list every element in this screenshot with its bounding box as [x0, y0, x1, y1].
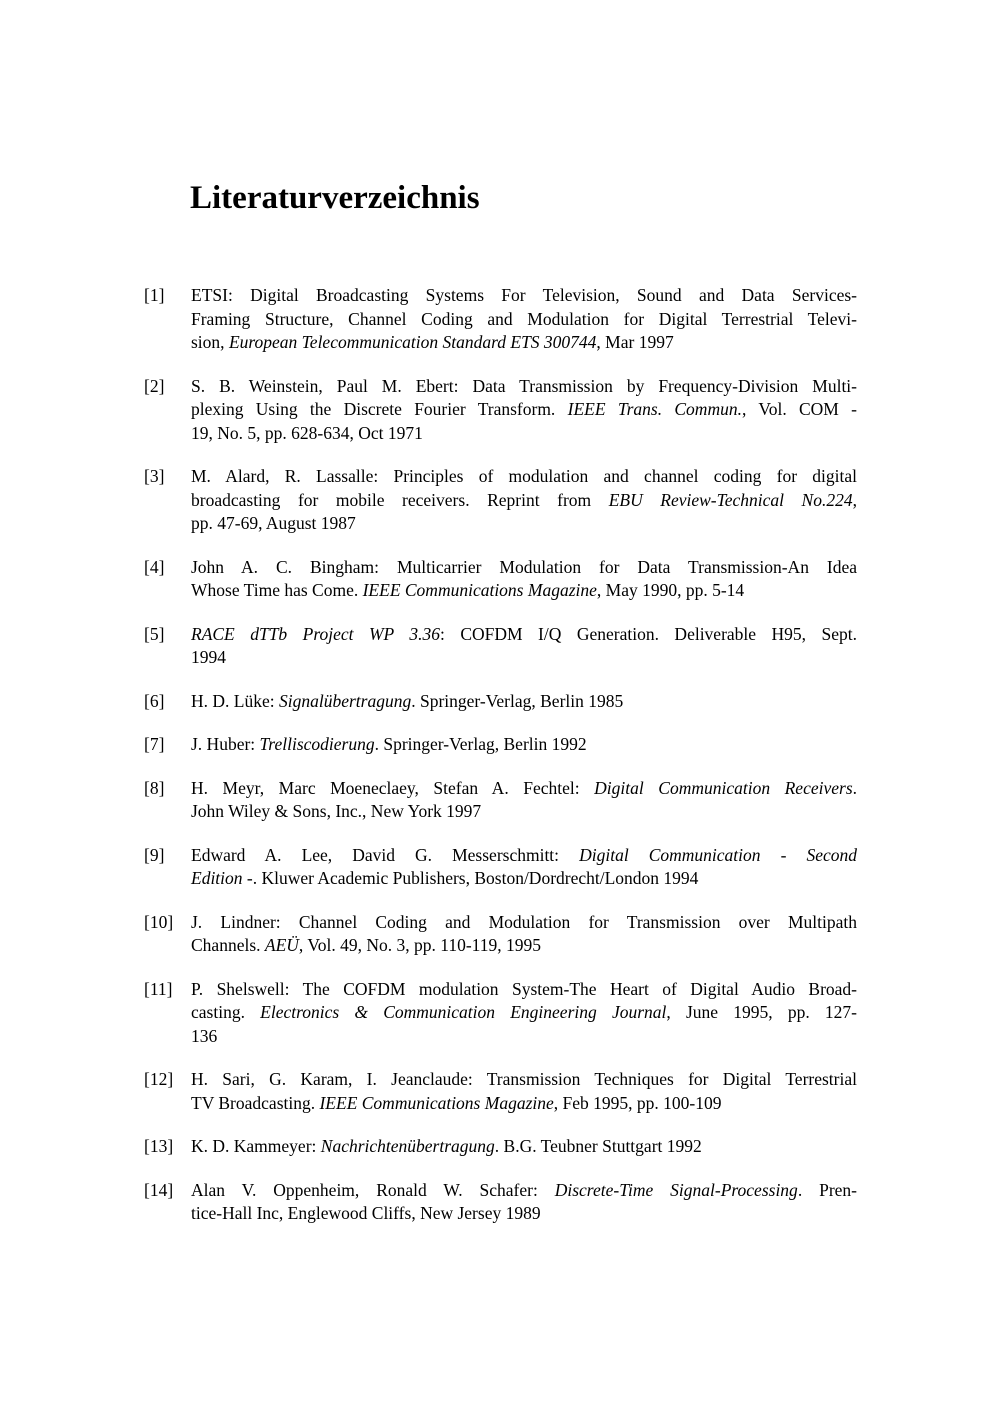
reference-label: [13] — [144, 1136, 174, 1156]
reference-line — [191, 489, 857, 513]
reference-label: [6] — [144, 690, 165, 711]
reference-text: John Wiley & Sons, Inc., New York 1997 — [191, 801, 482, 821]
reference-text: . Springer-Verlag, Berlin 1992 — [374, 734, 587, 754]
reference-text: casting. — [191, 1002, 261, 1022]
reference-text: . — [852, 777, 858, 798]
reference-item — [144, 1068, 857, 1115]
reference-italic-text: Digital Communication - Second — [579, 844, 857, 865]
reference-text: , Vol. 49, No. 3, pp. 110-119, 1995 — [298, 935, 542, 955]
reference-italic-text: Electronics & Communication Engineering Journal — [260, 1002, 667, 1022]
reference-text: ETSI: Digital Broadcasting Systems For Television, Sound and Data Services- — [191, 285, 857, 305]
reference-text: S. B. Weinstein, Paul M. Ebert: Data Transmission by Frequency-Division Multi- — [191, 375, 857, 396]
reference-item — [144, 733, 857, 757]
reference-text: Framing Structure, Channel Coding and Modulation for Digital Terrestrial Televi- — [191, 308, 857, 329]
reference-italic-text: IEEE Communications Magazine — [319, 1092, 554, 1113]
reference-text: Whose Time has Come. — [191, 580, 363, 600]
reference-item — [144, 1135, 857, 1159]
reference-item — [144, 777, 857, 824]
reference-italic-text: EBU Review-Technical No.224 — [608, 489, 853, 510]
reference-text: J. Lindner: Channel Coding and Modulation for Transmission over Multipath — [191, 911, 857, 932]
reference-italic-text: Edition — [191, 868, 243, 888]
reference-text: . Pren- — [797, 1179, 857, 1200]
reference-text: TV Broadcasting. — [191, 1092, 320, 1113]
reference-italic-text: IEEE Trans. Commun. — [567, 399, 742, 419]
reference-line — [191, 867, 857, 891]
reference-italic-text: RACE dTTb Project WP 3.36 — [191, 623, 441, 644]
reference-line — [191, 284, 857, 308]
reference-text: H. Meyr, Marc Moeneclaey, Stefan A. Fechtel: — [191, 777, 595, 798]
reference-text: Edward A. Lee, David G. Messerschmitt: — [191, 844, 580, 865]
reference-label: [7] — [144, 734, 165, 754]
reference-text: J. Huber: — [191, 734, 260, 754]
reference-line — [191, 375, 857, 399]
reference-line — [191, 1179, 857, 1203]
reference-line — [191, 1025, 857, 1049]
reference-line — [191, 1092, 857, 1116]
reference-text: , Mar 1997 — [596, 332, 674, 352]
reference-text: Alan V. Oppenheim, Ronald W. Schafer: — [191, 1179, 555, 1200]
reference-line — [191, 331, 857, 355]
reference-text: M. Alard, R. Lassalle: Principles of modulation and channel coding for digital — [191, 466, 857, 486]
reference-text: 136 — [191, 1025, 218, 1046]
reference-italic-text: IEEE Communications Magazine — [362, 580, 597, 600]
reference-line — [191, 465, 857, 489]
reference-line — [191, 556, 857, 580]
reference-line — [191, 398, 857, 422]
reference-item — [144, 911, 857, 958]
reference-italic-text: Discrete-Time Signal-Processing — [554, 1179, 798, 1200]
reference-label: [2] — [144, 375, 165, 396]
reference-italic-text: AEÜ — [264, 935, 299, 955]
reference-line — [191, 777, 857, 801]
reference-text: , Feb 1995, pp. 100-109 — [553, 1092, 722, 1113]
reference-item — [144, 1179, 857, 1226]
reference-label: [8] — [144, 777, 165, 798]
reference-line — [191, 646, 857, 670]
reference-line — [191, 733, 857, 757]
reference-text: John A. C. Bingham: Multicarrier Modulation for Data Transmission-An Idea — [191, 556, 857, 577]
reference-text: , — [852, 489, 857, 510]
reference-line — [191, 579, 857, 603]
reference-label: [14] — [144, 1179, 174, 1200]
reference-text: . Springer-Verlag, Berlin 1985 — [411, 690, 624, 711]
page-title: Literaturverzeichnis — [190, 180, 480, 216]
reference-text: . B.G. Teubner Stuttgart 1992 — [494, 1136, 702, 1156]
reference-text: H. Sari, G. Karam, I. Jeanclaude: Transmission Techniques for Digital Terrestrial — [191, 1069, 857, 1089]
reference-italic-text: European Telecommunication Standard ETS 300744 — [228, 332, 597, 352]
reference-label: [12] — [144, 1069, 174, 1089]
reference-line — [191, 978, 857, 1002]
reference-item — [144, 844, 857, 891]
reference-list — [144, 284, 857, 1246]
reference-text: plexing Using the Discrete Fourier Transform. — [191, 399, 568, 419]
reference-text: , June 1995, pp. 127- — [666, 1002, 857, 1022]
reference-item — [144, 284, 857, 355]
reference-label: [4] — [144, 556, 165, 577]
reference-italic-text: Signalübertragung — [278, 690, 412, 711]
reference-text: tice-Hall Inc, Englewood Cliffs, New Jersey 1989 — [191, 1203, 541, 1223]
reference-text: K. D. Kammeyer: — [191, 1136, 321, 1156]
reference-text: , May 1990, pp. 5-14 — [596, 580, 745, 600]
reference-text: : COFDM I/Q Generation. Deliverable H95, Sept. — [440, 623, 857, 644]
reference-item — [144, 556, 857, 603]
reference-italic-text: Trelliscodierung — [259, 734, 375, 754]
reference-item — [144, 978, 857, 1049]
reference-text: -. Kluwer Academic Publishers, Boston/Dordrecht/London 1994 — [242, 868, 699, 888]
reference-text: 1994 — [191, 647, 226, 667]
reference-line — [191, 1202, 857, 1226]
reference-item — [144, 465, 857, 536]
reference-line — [191, 690, 857, 714]
reference-text: , Vol. COM - — [741, 399, 857, 419]
reference-text: sion, — [191, 332, 229, 352]
reference-line — [191, 844, 857, 868]
reference-line — [191, 1001, 857, 1025]
reference-text: pp. 47-69, August 1987 — [191, 513, 356, 533]
reference-line — [191, 1068, 857, 1092]
reference-label: [9] — [144, 844, 165, 865]
reference-line — [191, 800, 857, 824]
reference-label: [3] — [144, 466, 165, 486]
reference-line — [191, 623, 857, 647]
reference-text: Channels. — [191, 935, 265, 955]
reference-italic-text: Digital Communication Receivers — [594, 777, 853, 798]
reference-item — [144, 690, 857, 714]
reference-text: broadcasting for mobile receivers. Reprint from — [191, 489, 609, 510]
reference-text: P. Shelswell: The COFDM modulation System-The Heart of Digital Audio Broad- — [191, 978, 857, 999]
reference-line — [191, 1135, 857, 1159]
reference-line — [191, 308, 857, 332]
reference-label: [11] — [144, 978, 173, 999]
reference-label: [5] — [144, 623, 165, 644]
reference-line — [191, 911, 857, 935]
reference-label: [10] — [144, 911, 174, 932]
reference-item — [144, 375, 857, 446]
reference-item — [144, 623, 857, 670]
reference-italic-text: Nachrichtenübertragung — [320, 1136, 495, 1156]
reference-label: [1] — [144, 285, 165, 305]
reference-line — [191, 934, 857, 958]
reference-text: 19, No. 5, pp. 628-634, Oct 1971 — [191, 422, 423, 443]
reference-line — [191, 512, 857, 536]
reference-line — [191, 422, 857, 446]
reference-text: H. D. Lüke: — [191, 690, 279, 711]
